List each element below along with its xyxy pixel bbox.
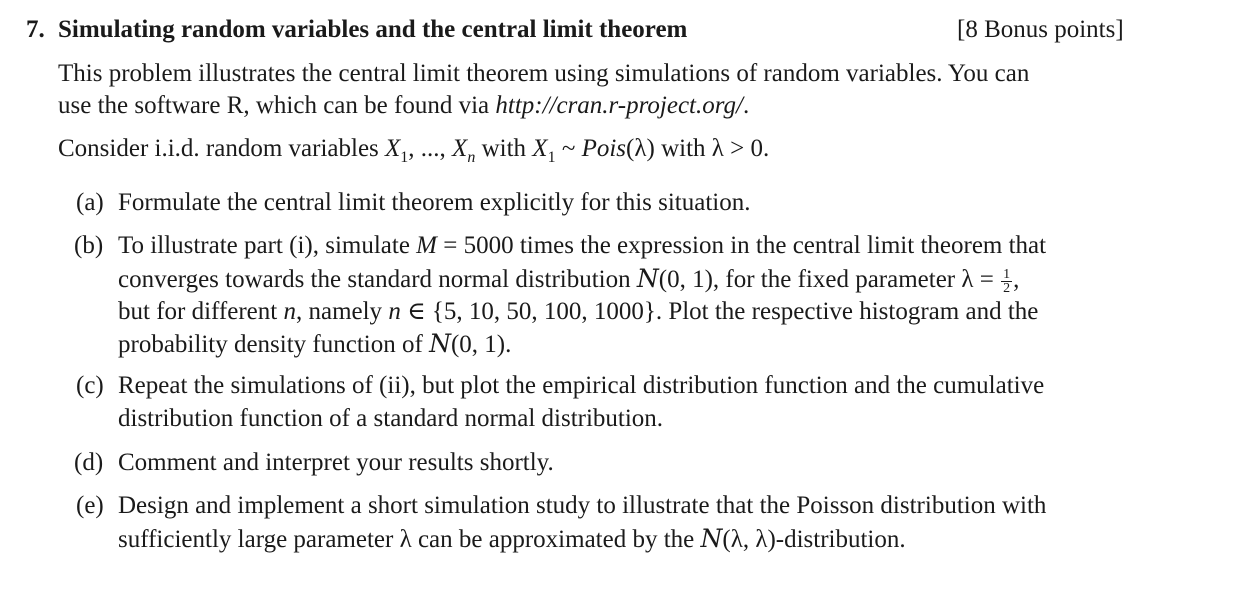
item-b-label: (b) [74,232,104,259]
item-a-label: (a) [76,189,104,216]
intro-text: use the software R, which can be found via [58,92,490,119]
item-d-label: (d) [74,449,104,476]
item-e-line-1: Design and implement a short simulation study to illustrate that the Poisson distribution with [118,492,1047,519]
item-c-label: (c) [76,372,104,399]
r-project-link[interactable]: http://cran.r-project.org/ [495,92,743,119]
item-e-label: (e) [76,492,104,519]
consider-text: Consider i.i.d. random variables [58,135,386,162]
item-d-text: Comment and interpret your results shortly. [118,449,554,476]
var-n: n [283,298,296,325]
item-a-text: Formulate the central limit theorem explicitly for this situation. [118,189,751,216]
consider-with: with [475,135,533,162]
item-b-line-2 [118,263,1019,296]
b-l2-text: converges towards the standard normal distribution [118,266,637,293]
intro-period: . [743,92,750,119]
frac-denominator: 2 [1003,280,1011,296]
b-l4-text: probability density function of [118,331,430,358]
intro-line-1: This problem illustrates the central limit theorem using simulations of random variables. You can [58,60,1030,87]
b-l3-rest: ∈ {5, 10, 50, 100, 1000}. Plot the respective histogram and the [400,298,1039,325]
problem-number: 7. [26,16,45,43]
normal-symbol-3: N [700,524,723,553]
var-n-2: n [388,298,401,325]
consider-ellipsis: , ..., [408,135,453,162]
item-b-line-3 [118,296,1038,328]
b-l3-namely: , namely [295,298,389,325]
consider-line [58,133,769,174]
var-x1-dist: X [532,135,548,162]
problem-title: Simulating random variables and the central limit theorem [58,16,688,43]
tilde-symbol: ~ [555,135,582,162]
normal-symbol: N [636,264,659,293]
intro-line-2 [58,90,749,122]
e-l2-rest: (λ, λ)-distribution. [722,526,906,553]
item-b-line-4 [118,328,511,361]
fraction-one-half [1001,268,1012,295]
var-m: M [416,232,437,259]
bonus-points: [8 Bonus points] [957,16,1124,43]
b-l3-text: but for different [118,298,284,325]
b-l2-comma: , [1013,266,1020,293]
consider-end: (λ) with λ > 0. [626,135,770,162]
b-l2-rest: (0, 1), for the fixed parameter λ = [658,266,1001,293]
normal-symbol-2: N [429,329,451,358]
sub-1-dist: 1 [547,149,556,166]
e-l2-text: sufficiently large parameter λ can be approximated by the [118,526,701,553]
item-c-line-1: Repeat the simulations of (ii), but plot the empirical distribution function and the cumulative [118,372,1045,399]
var-xn: X [452,135,468,162]
var-x1: X [385,135,401,162]
item-b-line-1 [118,230,1046,262]
b-l1-rest: = 5000 times the expression in the central limit theorem that [437,232,1047,259]
frac-numerator: 1 [1003,266,1011,282]
sub-1: 1 [400,149,409,166]
item-c-line-2: distribution function of a standard normal distribution. [118,405,664,432]
b-l1-text: To illustrate part (i), simulate [118,232,417,259]
b-l4-rest: (0, 1). [450,331,512,358]
item-e-line-2 [118,523,906,556]
pois-label: Pois [581,135,627,162]
sub-n: n [467,149,476,166]
